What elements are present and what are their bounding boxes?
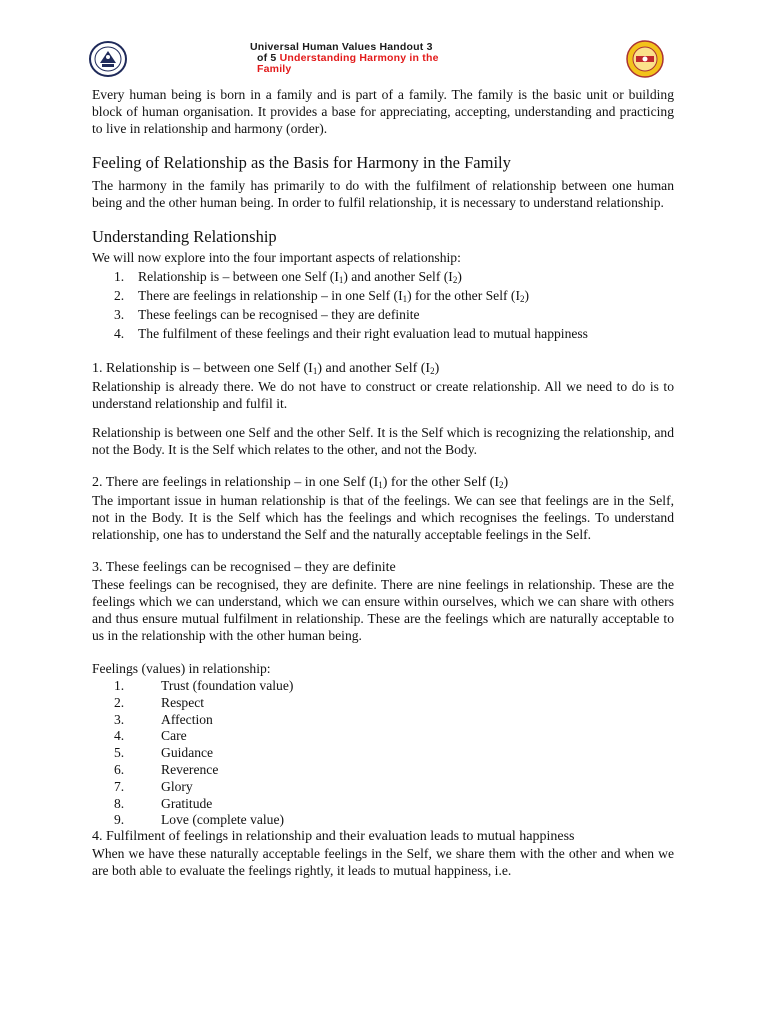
section-heading-feeling: Feeling of Relationship as the Basis for Harmony in the Family (92, 153, 511, 172)
list-item: 9. Love (complete value) (114, 812, 285, 828)
document-body (92, 86, 674, 879)
list-item: 3. These feelings can be recognised – they are definite (114, 307, 420, 322)
aspect1-paragraph1: Relationship is already there. We do not have to construct or create relationship. All we need to do is to understand relationship and fulfil it. (92, 379, 674, 411)
list-item: 1. Relationship is – between one Self $(I_1)$ and another Self $(I_2)$ (114, 269, 462, 285)
university-seal-icon (88, 40, 128, 78)
list-item: 4. The fulfilment of these feelings and their right evaluation lead to mutual happiness (114, 326, 588, 341)
header-title (250, 42, 550, 75)
aspect4-heading: 4. Fulfilment of feelings in relationship and their evaluation leads to mutual happiness (92, 829, 575, 845)
aspect1-paragraph2: Relationship is between one Self and the other Self. It is the Self which is recognizing the relationship, and not the Body. It is the Self which relates to the other, and not the Body. (92, 425, 674, 457)
list-item: 1. Trust (foundation value) (114, 678, 294, 693)
values-lead: Feelings (values) in relationship: (92, 661, 271, 676)
list-item: 2. There are feelings in relationship – in one Self $(I_1)$ for the other Self $(I_2)$ (114, 288, 529, 304)
aspects-list (92, 268, 674, 342)
list-item: 3. Affection (114, 711, 213, 727)
header-title-line3: Family (257, 63, 292, 75)
values-list (92, 677, 674, 828)
aspect2-paragraph: The important issue in human relationship is that of the feelings. We can see that feelings are in the Self, not in the Body. It is the Self which has the feelings and which recognises the feelings. To understand relationship, one has to understand the Self and the naturally acceptable feelings in the Self. (92, 493, 674, 542)
list-item: 7. Glory (114, 778, 193, 794)
aspect3-paragraph: These feelings can be recognised, they are definite. There are nine feelings in relationship. These are the feelings which we can understand, which we can ensure within ourselves, which we can share with others and thus ensure mutual fulfilment in relationship. These are the feelings which are naturally acceptable to us in the relationship with the other human being. (92, 577, 674, 643)
aspect2-heading: 2. There are feelings in relationship – in one Self $(I_1)$ for the other Self $(I_2)$ (92, 475, 509, 490)
header-title-line1: Universal Human Values Handout 3 (250, 41, 433, 53)
institute-emblem-icon (626, 40, 664, 78)
page-header (0, 0, 768, 88)
list-item: 8. Gratitude (114, 795, 213, 811)
aspect4-paragraph: When we have these naturally acceptable feelings in the Self, we share them with the other and when we are both able to evaluate the feelings rightly, it leads to mutual happiness, i.e. (92, 846, 674, 879)
section-feeling-paragraph: The harmony in the family has primarily to do with the fulfilment of relationship between one human being and the other human being. In order to fulfil relationship, it is necessary to understand relationship. (92, 178, 674, 210)
header-title-part-number: of 5 (257, 52, 277, 64)
list-item: 5. Guidance (114, 745, 214, 761)
aspect3-heading: 3. These feelings can be recognised – they are definite (92, 560, 396, 575)
list-item: 2. Respect (114, 694, 205, 710)
list-item: 6. Reverence (114, 761, 219, 777)
header-title-topic: Understanding Harmony in the (279, 52, 439, 64)
section-heading-understanding: Understanding Relationship (92, 227, 277, 246)
list-item: 4. Care (114, 728, 187, 744)
aspects-lead: We will now explore into the four important aspects of relationship: (92, 250, 461, 265)
intro-paragraph: Every human being is born in a family and is part of a family. The family is the basic unit or building block of human organisation. It provides a base for appreciating, accepting, understanding and practicing to live in relationship and harmony (order). (92, 87, 674, 136)
aspect1-heading: 1. Relationship is – between one Self $(I_1)$ and another Self $(I_2)$ (92, 361, 440, 376)
